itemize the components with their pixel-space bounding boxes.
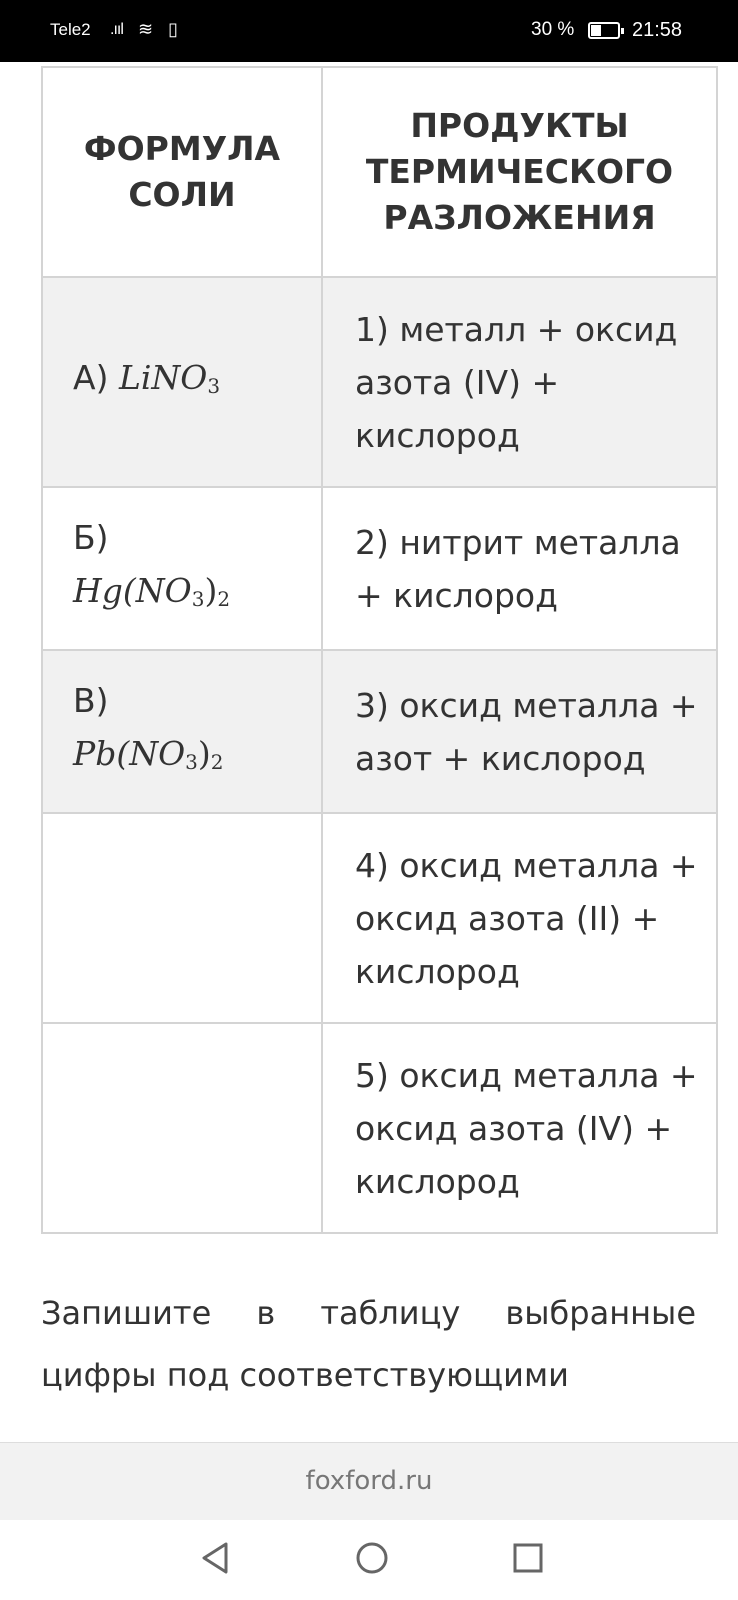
battery-icon [588, 22, 620, 39]
formula-cell: Б) $Hg(NO_3)_2$ [42, 487, 322, 650]
product-cell: 4) оксид металла + оксид азота (II) + кислород [322, 813, 717, 1023]
status-bar [0, 0, 738, 62]
product-cell: 5) оксид металла + оксид азота (IV) + кислород [322, 1023, 717, 1233]
carrier-name: Tele2 [50, 20, 91, 39]
formula: $Pb(NO_3)_2$ [73, 734, 224, 774]
header-products: ПРОДУКТЫ ТЕРМИЧЕСКОГО РАЗЛОЖЕНИЯ [322, 67, 717, 277]
vibrate-icon: ▯ [168, 19, 178, 39]
decomposition-table [41, 66, 718, 1234]
wifi-icon: ≋ [138, 19, 154, 39]
table-row [42, 277, 717, 487]
navigation-bar [0, 1520, 738, 1600]
product-cell: 1) металл + оксид азота (IV) + кислород [322, 277, 717, 487]
formula: LiNO$_3$ [118, 358, 221, 398]
formula-cell [42, 1023, 322, 1233]
home-icon[interactable] [352, 1538, 392, 1578]
clock: 21:58 [632, 19, 683, 41]
table-row [42, 813, 717, 1023]
question-text: Запишите в таблицу выбранные цифры под соответствующими [41, 1294, 696, 1394]
url-bar[interactable] [0, 1442, 738, 1520]
table-header-row [42, 67, 717, 277]
formula-cell: А) LiNO$_3$ [42, 277, 322, 487]
formula-cell: В) $Pb(NO_3)_2$ [42, 650, 322, 813]
formula-cell [42, 813, 322, 1023]
table-row [42, 487, 717, 650]
header-formula: ФОРМУЛА СОЛИ [42, 67, 322, 277]
back-icon[interactable] [196, 1538, 236, 1578]
table-row [42, 1023, 717, 1233]
recent-apps-icon[interactable] [508, 1538, 548, 1578]
product-cell: 3) оксид металла + азот + кислород [322, 650, 717, 813]
site-url[interactable]: foxford.ru [305, 1466, 433, 1496]
table-row [42, 650, 717, 813]
signal-icon: .ııl [110, 21, 123, 38]
formula: $Hg(NO_3)_2$ [73, 571, 231, 611]
battery-percent: 30 % [531, 19, 575, 40]
product-cell: 2) нитрит металла + кислород [322, 487, 717, 650]
